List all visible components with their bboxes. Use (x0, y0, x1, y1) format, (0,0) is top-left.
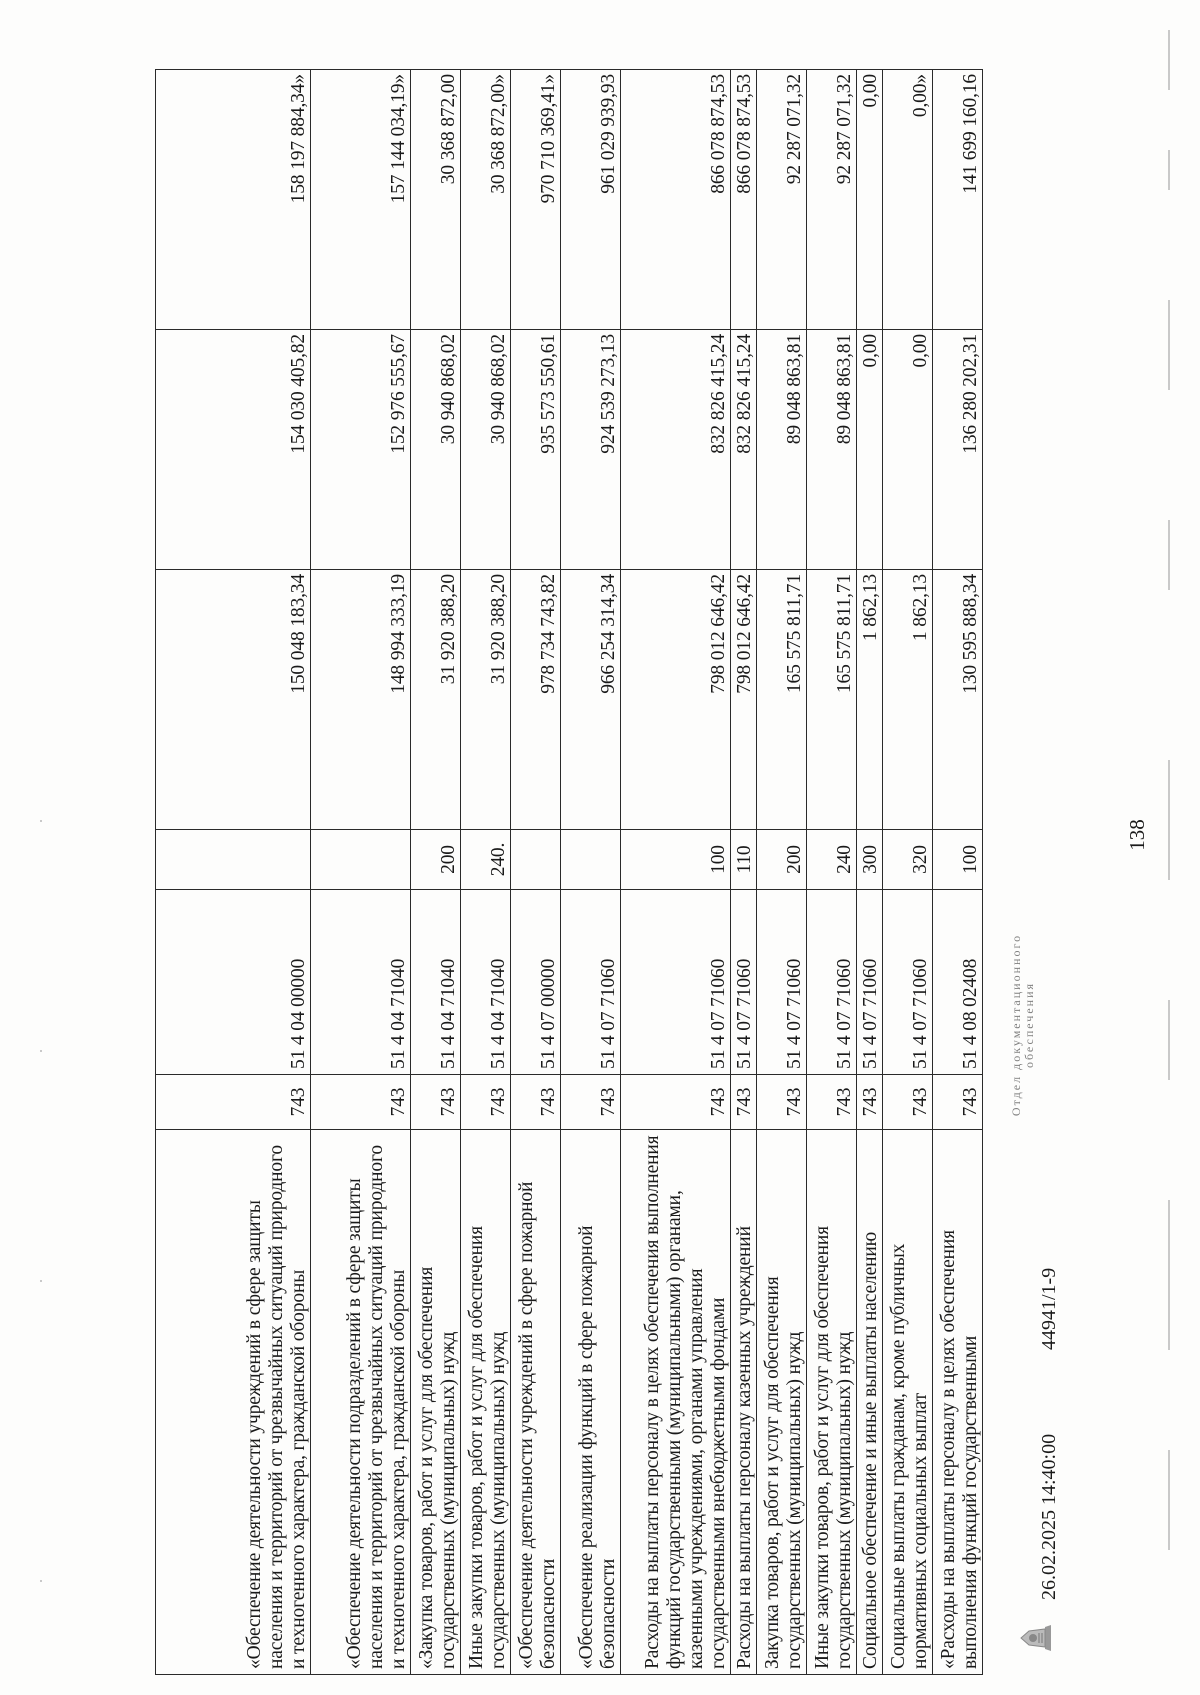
amount-year-1: 165 575 811,71 (807, 570, 857, 830)
target-code: 51 4 07 00000 (511, 890, 561, 1075)
expense-type-code: 110 (731, 830, 757, 890)
target-code: 51 4 07 71060 (731, 890, 757, 1075)
amount-year-1: 130 595 888,34 (933, 570, 983, 830)
amount-year-1: 1 862,13 (883, 570, 933, 830)
row-name: «Обеспечение реализации функций в сфере пожарной безопасности (561, 1130, 621, 1675)
ministry-code: 743 (156, 1075, 311, 1130)
target-code: 51 4 04 71040 (411, 890, 461, 1075)
footer-document-number: 44941/1-9 (1038, 1267, 1060, 1350)
expense-type-code: 200 (757, 830, 807, 890)
target-code: 51 4 07 71060 (757, 890, 807, 1075)
coat-of-arms-icon (1015, 1621, 1055, 1655)
expense-type-code: 100 (933, 830, 983, 890)
table-row (621, 70, 731, 1675)
ministry-code: 743 (461, 1075, 511, 1130)
expense-type-code: 320 (883, 830, 933, 890)
table-row (883, 70, 933, 1675)
row-name: Социальное обеспечение и иные выплаты населению (857, 1130, 883, 1675)
stamp-line: обеспечения (1022, 981, 1036, 1069)
amount-year-3: 157 144 034,19» (311, 70, 411, 330)
amount-year-1: 798 012 646,42 (621, 570, 731, 830)
amount-year-1: 31 920 388,20 (461, 570, 511, 830)
amount-year-3: 970 710 369,41» (511, 70, 561, 330)
table-row (411, 70, 461, 1675)
target-code: 51 4 07 71060 (857, 890, 883, 1075)
expense-type-code: 240 (807, 830, 857, 890)
ministry-code: 743 (411, 1075, 461, 1130)
amount-year-3: 92 287 071,32 (757, 70, 807, 330)
ministry-code: 743 (883, 1075, 933, 1130)
amount-year-2: 30 940 868,02 (461, 330, 511, 570)
ministry-code: 743 (311, 1075, 411, 1130)
amount-year-2: 832 826 415,24 (621, 330, 731, 570)
amount-year-2: 152 976 555,67 (311, 330, 411, 570)
expense-type-code: 100 (621, 830, 731, 890)
ministry-code: 743 (857, 1075, 883, 1130)
row-name: Закупка товаров, работ и услуг для обеспечения государственных (муниципальных) нужд (757, 1130, 807, 1675)
ministry-code: 743 (757, 1075, 807, 1130)
amount-year-2: 89 048 863,81 (757, 330, 807, 570)
expense-type-code (311, 830, 411, 890)
row-name: Иные закупки товаров, работ и услуг для обеспечения государственных (муниципальных) нужд (461, 1130, 511, 1675)
amount-year-1: 978 734 743,82 (511, 570, 561, 830)
department-stamp (1010, 890, 1036, 1160)
amount-year-1: 148 994 333,19 (311, 570, 411, 830)
table-row (561, 70, 621, 1675)
amount-year-3: 92 287 071,32 (807, 70, 857, 330)
amount-year-3: 30 368 872,00» (461, 70, 511, 330)
target-code: 51 4 07 71060 (621, 890, 731, 1075)
amount-year-3: 866 078 874,53 (621, 70, 731, 330)
table-row (807, 70, 857, 1675)
budget-table (155, 69, 983, 1675)
page-number: 138 (1125, 819, 1149, 851)
amount-year-3: 141 699 160,16 (933, 70, 983, 330)
table-row (311, 70, 411, 1675)
table-row (156, 70, 311, 1675)
table-row (757, 70, 807, 1675)
amount-year-3: 961 029 939,93 (561, 70, 621, 330)
amount-year-2: 832 826 415,24 (731, 330, 757, 570)
amount-year-3: 0,00 (857, 70, 883, 330)
amount-year-2: 935 573 550,61 (511, 330, 561, 570)
table-row (461, 70, 511, 1675)
row-name: Расходы на выплаты персоналу в целях обеспечения выполнения функций государственными (муниципальными) органами, казенными учреждениями, органами управления государственными внебюджетными фондами (621, 1130, 731, 1675)
expense-type-code: 300 (857, 830, 883, 890)
expense-type-code (511, 830, 561, 890)
table-row (857, 70, 883, 1675)
target-code: 51 4 08 02408 (933, 890, 983, 1075)
amount-year-1: 150 048 183,34 (156, 570, 311, 830)
table-body (156, 70, 983, 1675)
amount-year-2: 89 048 863,81 (807, 330, 857, 570)
expense-type-code (561, 830, 621, 890)
stamp-line: Отдел документационного (1009, 933, 1023, 1117)
ministry-code: 743 (731, 1075, 757, 1130)
expense-type-code: 200 (411, 830, 461, 890)
row-name: Иные закупки товаров, работ и услуг для обеспечения государственных (муниципальных) нужд (807, 1130, 857, 1675)
table-row (511, 70, 561, 1675)
amount-year-1: 165 575 811,71 (757, 570, 807, 830)
row-name: «Обеспечение деятельности учреждений в сфере пожарной безопасности (511, 1130, 561, 1675)
target-code: 51 4 04 71040 (311, 890, 411, 1075)
ministry-code: 743 (933, 1075, 983, 1130)
target-code: 51 4 07 71060 (807, 890, 857, 1075)
expense-type-code: 240. (461, 830, 511, 890)
amount-year-3: 30 368 872,00 (411, 70, 461, 330)
amount-year-2: 30 940 868,02 (411, 330, 461, 570)
expense-type-code (156, 830, 311, 890)
table-row (933, 70, 983, 1675)
amount-year-1: 31 920 388,20 (411, 570, 461, 830)
row-name: Социальные выплаты гражданам, кроме публичных нормативных социальных выплат (883, 1130, 933, 1675)
target-code: 51 4 04 00000 (156, 890, 311, 1075)
amount-year-2: 0,00 (857, 330, 883, 570)
row-name: «Закупка товаров, работ и услуг для обеспечения государственных (муниципальных) нужд (411, 1130, 461, 1675)
ministry-code: 743 (561, 1075, 621, 1130)
footer-date: 26.02.2025 14:40:00 (1038, 1433, 1060, 1600)
amount-year-3: 866 078 874,53 (731, 70, 757, 330)
amount-year-3: 158 197 884,34» (156, 70, 311, 330)
target-code: 51 4 04 71040 (461, 890, 511, 1075)
amount-year-1: 966 254 314,34 (561, 570, 621, 830)
amount-year-2: 924 539 273,13 (561, 330, 621, 570)
row-name: Расходы на выплаты персоналу казенных учреждений (731, 1130, 757, 1675)
row-name: «Обеспечение деятельности подразделений в сфере защиты населения и территорий от чрезвычайных ситуаций природного и техногенного характера, гражданской обороны (311, 1130, 411, 1675)
target-code: 51 4 07 71060 (561, 890, 621, 1075)
row-name: «Расходы на выплаты персоналу в целях обеспечения выполнения функций государственными (933, 1130, 983, 1675)
table-row (731, 70, 757, 1675)
row-name: «Обеспечение деятельности учреждений в сфере защиты населения и территорий от чрезвычайных ситуаций природного и техногенного характера, гражданской обороны (156, 1130, 311, 1675)
amount-year-2: 154 030 405,82 (156, 330, 311, 570)
ministry-code: 743 (807, 1075, 857, 1130)
amount-year-2: 0,00 (883, 330, 933, 570)
target-code: 51 4 07 71060 (883, 890, 933, 1075)
amount-year-3: 0,00» (883, 70, 933, 330)
amount-year-1: 1 862,13 (857, 570, 883, 830)
amount-year-2: 136 280 202,31 (933, 330, 983, 570)
ministry-code: 743 (511, 1075, 561, 1130)
ministry-code: 743 (621, 1075, 731, 1130)
amount-year-1: 798 012 646,42 (731, 570, 757, 830)
